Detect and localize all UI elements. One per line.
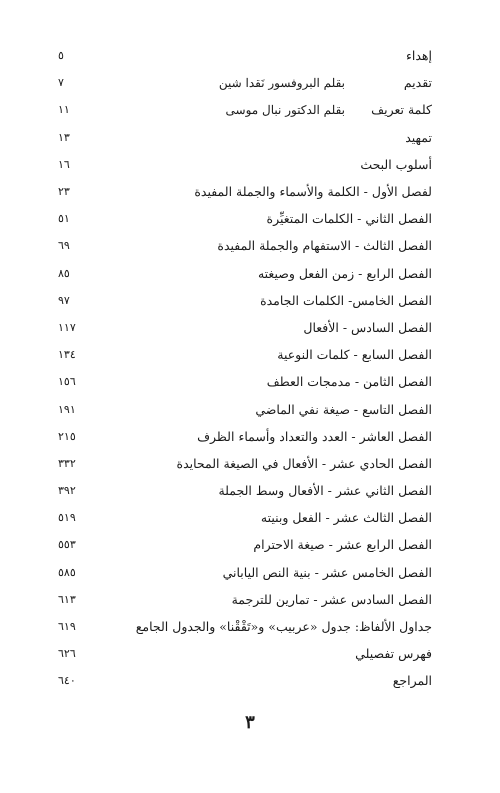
- toc-entry-title: فهرس تفصيلي: [355, 646, 432, 662]
- toc-entry-title: تقديم: [403, 75, 432, 91]
- toc-entry-title: تمهيد: [405, 129, 432, 145]
- toc-entry-title: كلمة تعريف: [371, 102, 432, 118]
- toc-entry-page: ٦٩: [58, 239, 70, 253]
- toc-entry: [0, 368, 500, 395]
- toc-entry-author: بقلم الدكتور نبال موسى: [225, 102, 345, 117]
- toc-entry-page: ٥: [58, 49, 64, 63]
- toc-entry: [0, 151, 500, 178]
- toc-entry-title: الفصل السادس عشر - تمارين للترجمة: [231, 591, 432, 607]
- toc-entry: [0, 531, 500, 558]
- toc-entry-page: ١٥٦: [58, 375, 76, 389]
- toc-entry-title: الفصل الثالث عشر - الفعل وبنيته: [260, 510, 432, 526]
- toc-entry: [0, 395, 500, 422]
- toc-entry-page: ١٦: [58, 157, 70, 171]
- toc-entry-title: الفصل التاسع - صيغة نفي الماضي: [255, 401, 432, 417]
- toc-entry-title: جداول الألفاظ: جدول «عربيب» و«تَقْقْنا» والجدول الجامع: [135, 619, 432, 635]
- toc-entry: [0, 287, 500, 314]
- toc-entry-page: ٥١٩: [58, 511, 76, 525]
- toc-entry-page: ٣٩٢: [58, 484, 76, 498]
- toc-entry-title: الفصل السابع - كلمات النوعية: [277, 347, 432, 363]
- toc-entry: [0, 42, 500, 69]
- toc-entry: [0, 667, 500, 694]
- toc-entry-title: الفصل الثاني عشر - الأفعال وسط الجملة: [218, 483, 432, 499]
- toc-entry-page: ٩٧: [58, 293, 70, 307]
- toc-entry-title: الفصل الحادي عشر - الأفعال في الصيغة المحايدة: [176, 455, 432, 471]
- toc-entry: [0, 504, 500, 531]
- toc-entry: [0, 477, 500, 504]
- toc-entry-title: المراجع: [392, 673, 432, 689]
- toc-entry: [0, 260, 500, 287]
- toc-entry: [0, 613, 500, 640]
- toc-entry-title: الفصل العاشر - العدد والتعداد وأسماء الظرف: [197, 428, 432, 444]
- toc-entry-page: ٦١٣: [58, 592, 76, 606]
- toc-entry-page: ٧: [58, 76, 64, 90]
- toc-entry-page: ٦٢٦: [58, 647, 76, 661]
- toc-entry-page: ٢٣: [58, 185, 70, 199]
- toc-entry-title: الفصل الخامس- الكلمات الجامدة: [260, 292, 432, 308]
- toc-entry-page: ١٩١: [58, 402, 76, 416]
- toc-entry-page: ١٣: [58, 130, 70, 144]
- toc-entry: [0, 586, 500, 613]
- toc-entry-page: ٥١: [58, 212, 70, 226]
- toc-entry-page: ٣٣٢: [58, 456, 76, 470]
- toc-entry: [0, 559, 500, 586]
- toc-entry: [0, 124, 500, 151]
- toc-entry: [0, 341, 500, 368]
- toc-entry-author: بقلم البروفسور نَقدا شين: [218, 75, 345, 90]
- toc-entry-title: الفصل الثامن - مدمجات العطف: [266, 374, 432, 390]
- table-of-contents: [0, 42, 500, 695]
- toc-entry-title: الفصل الثاني - الكلمات المتغيِّرة: [266, 211, 432, 227]
- toc-entry: [0, 450, 500, 477]
- toc-entry: [0, 96, 500, 123]
- toc-entry: [0, 178, 500, 205]
- toc-entry-page: ٨٥: [58, 266, 70, 280]
- toc-entry: [0, 314, 500, 341]
- toc-entry-page: ٢١٥: [58, 429, 76, 443]
- toc-entry-title: الفصل الخامس عشر - بنية النص الياباني: [222, 564, 432, 580]
- toc-entry-title: إهداء: [406, 48, 432, 64]
- toc-entry: [0, 205, 500, 232]
- toc-entry-page: ١١: [58, 103, 70, 117]
- toc-entry-title: أسلوب البحث: [360, 156, 432, 172]
- toc-entry-title: الفصل الرابع - زمن الفعل وصيغته: [257, 265, 432, 281]
- toc-entry-page: ٦٤٠: [58, 674, 76, 688]
- toc-entry: [0, 232, 500, 259]
- toc-entry: [0, 423, 500, 450]
- toc-entry-title: الفصل الثالث - الاستفهام والجملة المفيدة: [217, 238, 432, 254]
- toc-entry-page: ١١٧: [58, 320, 76, 334]
- toc-entry-title: الفصل السادس - الأفعال: [303, 319, 432, 335]
- toc-entry-page: ٥٨٥: [58, 565, 76, 579]
- toc-entry-page: ٦١٩: [58, 620, 76, 634]
- page-number: ٣: [245, 712, 255, 733]
- toc-entry: [0, 69, 500, 96]
- toc-entry-title: الفصل الرابع عشر - صيغة الاحترام: [253, 537, 432, 553]
- toc-entry: [0, 640, 500, 667]
- toc-entry-page: ١٣٤: [58, 348, 76, 362]
- toc-entry-page: ٥٥٣: [58, 538, 76, 552]
- toc-entry-title: لفصل الأول - الكلمة والأسماء والجملة المفيدة: [194, 184, 432, 200]
